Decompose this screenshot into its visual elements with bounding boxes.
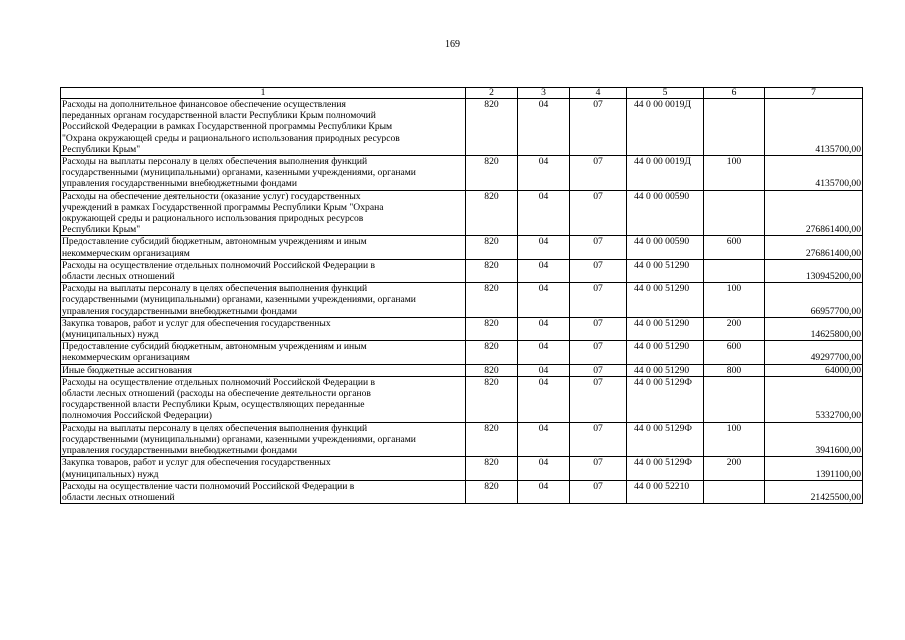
cell-expense-type [704, 190, 765, 236]
cell-amount: 130945200,00 [765, 259, 863, 282]
cell-subsection: 07 [570, 236, 627, 259]
cell-subsection: 07 [570, 317, 627, 340]
cell-amount: 4135700,00 [765, 99, 863, 156]
header-cell-6: 6 [704, 88, 765, 99]
cell-description: Расходы на выплаты персоналу в целях обеспечения выполнения функций государственными (муниципальными) органами, казенными учреждениями, органами управления государственными внебюджетными фондами [61, 422, 466, 457]
cell-amount: 66957700,00 [765, 283, 863, 318]
page-number: 169 [445, 39, 460, 50]
cell-section: 04 [518, 156, 570, 191]
cell-expense-type: 800 [704, 364, 765, 376]
cell-subsection: 07 [570, 364, 627, 376]
table-row [61, 236, 863, 259]
cell-amount: 276861400,00 [765, 190, 863, 236]
cell-target-article: 44 0 00 51290 [627, 364, 704, 376]
budget-table [60, 87, 863, 504]
table-row [61, 341, 863, 364]
header-cell-3: 3 [518, 88, 570, 99]
cell-description: Расходы на выплаты персоналу в целях обеспечения выполнения функций государственными (муниципальными) органами, казенными учреждениями, органами управления государственными внебюджетными фондами [61, 156, 466, 191]
cell-section: 04 [518, 190, 570, 236]
cell-expense-type [704, 259, 765, 282]
cell-section: 04 [518, 283, 570, 318]
cell-section: 04 [518, 259, 570, 282]
cell-target-article: 44 0 00 52210 [627, 480, 704, 503]
cell-chapter: 820 [466, 422, 518, 457]
cell-amount: 21425500,00 [765, 480, 863, 503]
cell-description: Предоставление субсидий бюджетным, автономным учреждениям и иным некоммерческим организациям [61, 341, 466, 364]
cell-target-article: 44 0 00 51290 [627, 259, 704, 282]
table-row [61, 317, 863, 340]
header-row [61, 88, 863, 99]
cell-expense-type: 100 [704, 156, 765, 191]
cell-expense-type [704, 480, 765, 503]
cell-subsection: 07 [570, 341, 627, 364]
cell-expense-type [704, 376, 765, 422]
cell-chapter: 820 [466, 480, 518, 503]
cell-amount: 3941600,00 [765, 422, 863, 457]
table-row [61, 283, 863, 318]
cell-target-article: 44 0 00 51290 [627, 341, 704, 364]
cell-description: Расходы на дополнительное финансовое обеспечение осуществления переданных органам государственной власти Республики Крым полномочий Российской Федерации в рамках Государственной программы Республики Крым "Охрана окружающей среды и рационального использования природных ресурсов Республики Крым" [61, 99, 466, 156]
cell-section: 04 [518, 341, 570, 364]
cell-description: Расходы на обеспечение деятельности (оказание услуг) государственных учреждений в рамках Государственной программы Республики Крым "Охрана окружающей среды и рационального использования природных ресурсов Республики Крым" [61, 190, 466, 236]
cell-section: 04 [518, 422, 570, 457]
cell-subsection: 07 [570, 422, 627, 457]
cell-amount: 14625800,00 [765, 317, 863, 340]
cell-chapter: 820 [466, 283, 518, 318]
table-row [61, 259, 863, 282]
cell-section: 04 [518, 99, 570, 156]
cell-target-article: 44 0 00 0019Д [627, 99, 704, 156]
table-row [61, 422, 863, 457]
cell-expense-type: 600 [704, 236, 765, 259]
table-row [61, 376, 863, 422]
cell-chapter: 820 [466, 259, 518, 282]
cell-chapter: 820 [466, 317, 518, 340]
cell-target-article: 44 0 00 5129Ф [627, 457, 704, 480]
cell-chapter: 820 [466, 190, 518, 236]
cell-section: 04 [518, 364, 570, 376]
cell-amount: 276861400,00 [765, 236, 863, 259]
cell-section: 04 [518, 376, 570, 422]
cell-chapter: 820 [466, 457, 518, 480]
cell-expense-type: 600 [704, 341, 765, 364]
cell-subsection: 07 [570, 259, 627, 282]
table-row [61, 457, 863, 480]
cell-target-article: 44 0 00 5129Ф [627, 422, 704, 457]
cell-target-article: 44 0 00 00590 [627, 236, 704, 259]
cell-chapter: 820 [466, 236, 518, 259]
cell-description: Закупка товаров, работ и услуг для обеспечения государственных (муниципальных) нужд [61, 317, 466, 340]
cell-description: Расходы на осуществление части полномочий Российской Федерации в области лесных отношений [61, 480, 466, 503]
header-cell-4: 4 [570, 88, 627, 99]
cell-target-article: 44 0 00 5129Ф [627, 376, 704, 422]
cell-expense-type [704, 99, 765, 156]
cell-section: 04 [518, 317, 570, 340]
cell-subsection: 07 [570, 190, 627, 236]
cell-subsection: 07 [570, 480, 627, 503]
header-cell-2: 2 [466, 88, 518, 99]
cell-description: Предоставление субсидий бюджетным, автономным учреждениям и иным некоммерческим организациям [61, 236, 466, 259]
cell-description: Расходы на осуществление отдельных полномочий Российской Федерации в области лесных отношений (расходы на обеспечение деятельности органов государственной власти Республики Крым, осуществляющих переданные полномочия Российской Федерации) [61, 376, 466, 422]
cell-subsection: 07 [570, 283, 627, 318]
cell-chapter: 820 [466, 376, 518, 422]
cell-chapter: 820 [466, 341, 518, 364]
table-row [61, 156, 863, 191]
cell-description: Закупка товаров, работ и услуг для обеспечения государственных (муниципальных) нужд [61, 457, 466, 480]
cell-section: 04 [518, 236, 570, 259]
cell-amount: 5332700,00 [765, 376, 863, 422]
cell-description: Иные бюджетные ассигнования [61, 364, 466, 376]
cell-amount: 64000,00 [765, 364, 863, 376]
header-cell-5: 5 [627, 88, 704, 99]
cell-description: Расходы на осуществление отдельных полномочий Российской Федерации в области лесных отношений [61, 259, 466, 282]
cell-amount: 1391100,00 [765, 457, 863, 480]
cell-target-article: 44 0 00 51290 [627, 317, 704, 340]
cell-chapter: 820 [466, 156, 518, 191]
header-cell-1: 1 [61, 88, 466, 99]
cell-subsection: 07 [570, 99, 627, 156]
cell-section: 04 [518, 480, 570, 503]
cell-subsection: 07 [570, 376, 627, 422]
header-cell-7: 7 [765, 88, 863, 99]
table-row [61, 190, 863, 236]
cell-target-article: 44 0 00 0019Д [627, 156, 704, 191]
cell-subsection: 07 [570, 156, 627, 191]
cell-target-article: 44 0 00 51290 [627, 283, 704, 318]
cell-subsection: 07 [570, 457, 627, 480]
cell-expense-type: 100 [704, 283, 765, 318]
cell-expense-type: 200 [704, 457, 765, 480]
cell-amount: 49297700,00 [765, 341, 863, 364]
cell-section: 04 [518, 457, 570, 480]
cell-chapter: 820 [466, 99, 518, 156]
cell-chapter: 820 [466, 364, 518, 376]
cell-description: Расходы на выплаты персоналу в целях обеспечения выполнения функций государственными (муниципальными) органами, казенными учреждениями, органами управления государственными внебюджетными фондами [61, 283, 466, 318]
table-row [61, 480, 863, 503]
table-row [61, 364, 863, 376]
cell-expense-type: 200 [704, 317, 765, 340]
cell-expense-type: 100 [704, 422, 765, 457]
table-row [61, 99, 863, 156]
cell-target-article: 44 0 00 00590 [627, 190, 704, 236]
cell-amount: 4135700,00 [765, 156, 863, 191]
